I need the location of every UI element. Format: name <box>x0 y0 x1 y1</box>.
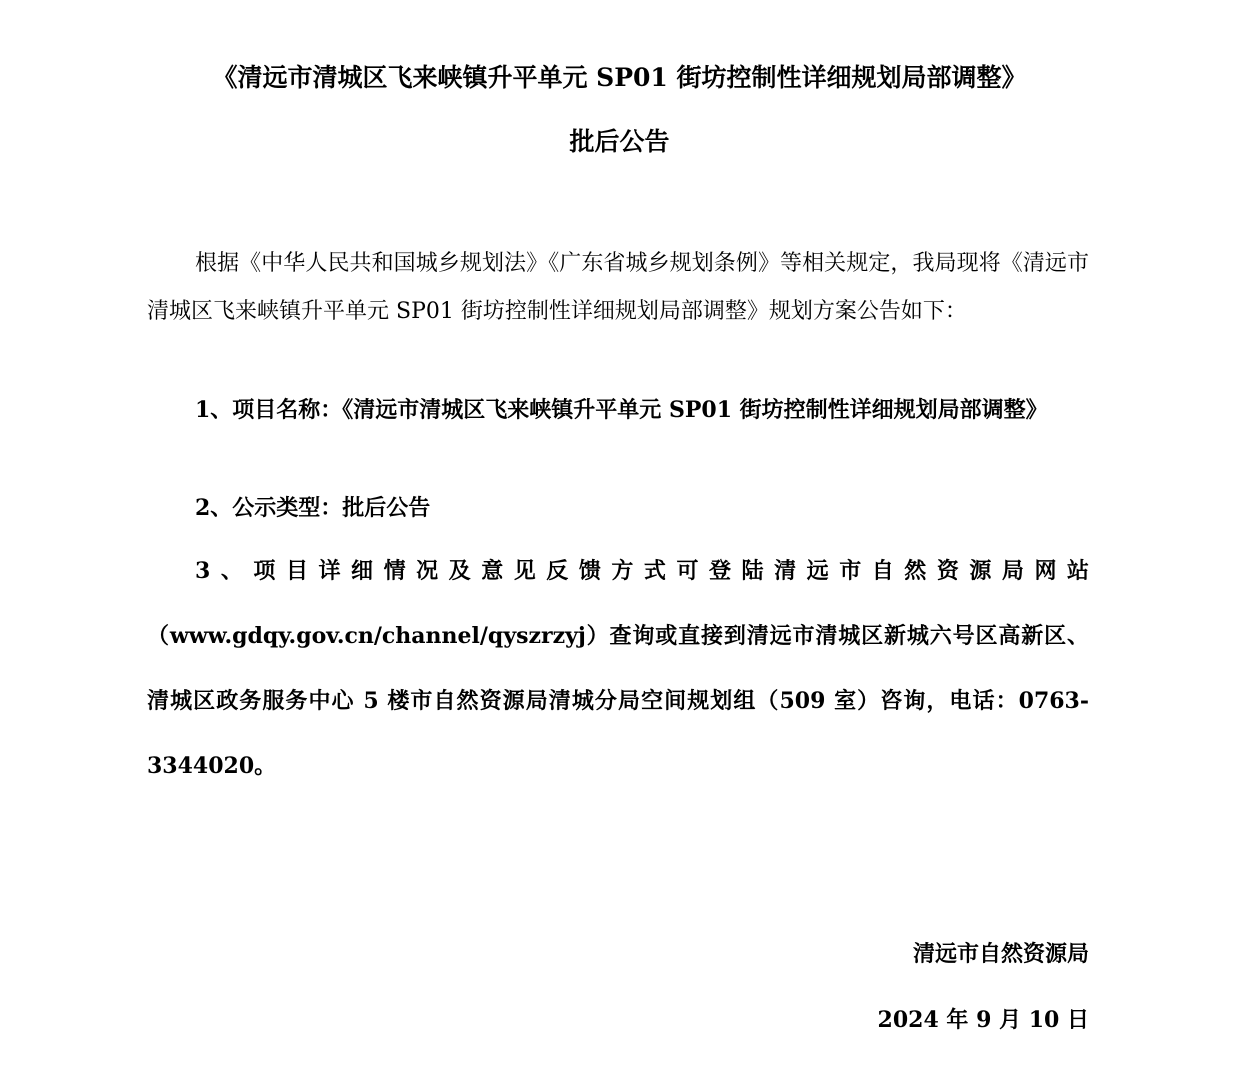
item-notice-type: 2、公示类型：批后公告 <box>195 495 431 521</box>
item-project-name: 1、项目名称：《清远市清城区飞来峡镇升平单元 SP01 街坊控制性详细规划局部调整》 <box>195 397 1048 423</box>
item-details-contact: 3、项目详细情况及意见反馈方式可登陆清远市自然资源局网站（www.gdqy.gov.cn/channel/qyszrzyj）查询或直接到清远市清城区新城六号区高新区、清城区政务服务中心 5 楼市自然资源局清城分局空间规划组（509 室）咨询，电话：0763-3344020。 <box>147 558 1089 779</box>
issuer-signature: 清远市自然资源局 <box>912 941 1089 967</box>
document-subtitle: 批后公告 <box>569 127 670 156</box>
intro-paragraph: 根据《中华人民共和国城乡规划法》《广东省城乡规划条例》等相关规定，我局现将《清远市清城区飞来峡镇升平单元 SP01 街坊控制性详细规划局部调整》规划方案公告如下： <box>147 251 1089 324</box>
issue-date: 2024 年 9 月 10 日 <box>877 1007 1089 1033</box>
document-title: 《清远市清城区飞来峡镇升平单元 SP01 街坊控制性详细规划局部调整》 <box>212 63 1027 92</box>
